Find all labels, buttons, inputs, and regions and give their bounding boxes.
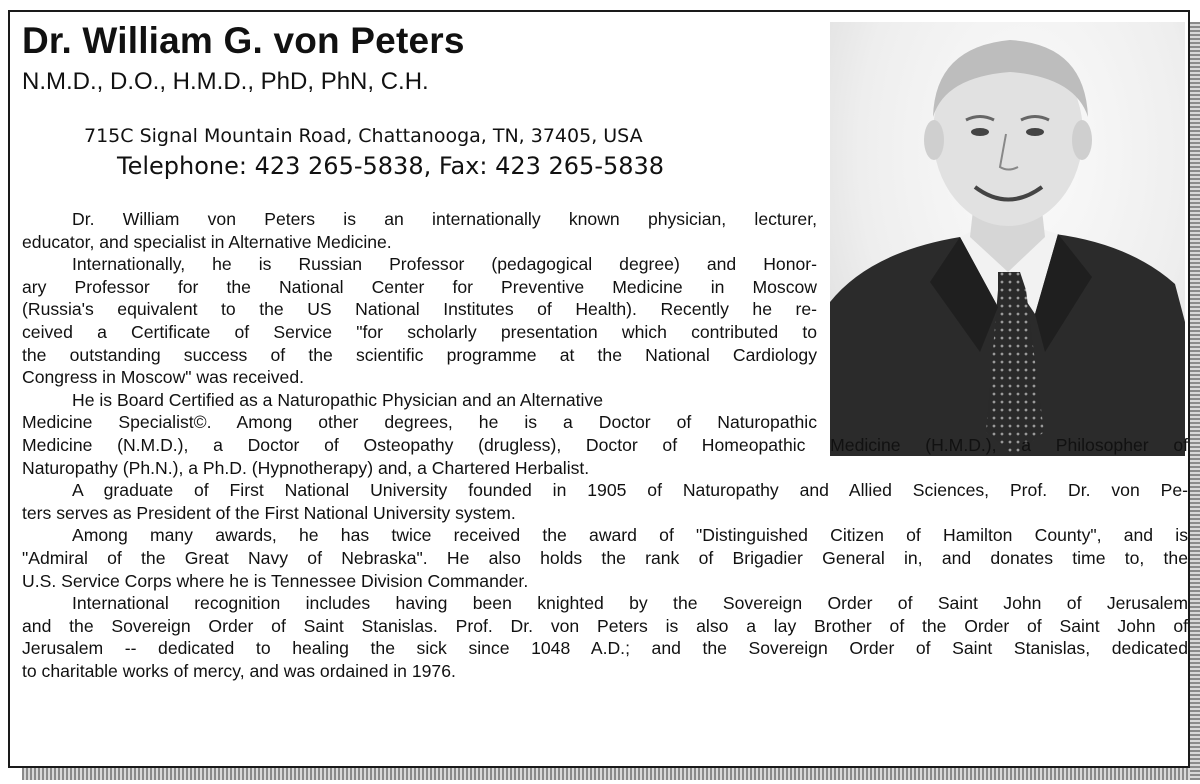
biography-text [22, 208, 1188, 682]
bio-paragraph [22, 389, 1188, 479]
bio-line: Medicine (N.M.D.), a Doctor of Osteopathy (drugless), Doctor of Homeopathic Medicine (H.M.D.), a Philosopher of [22, 434, 1188, 455]
bio-line: ceived a Certificate of Service "for scholarly presentation which contributed to [22, 321, 817, 342]
bio-paragraph [22, 479, 1188, 524]
bio-line: U.S. Service Corps where he is Tennessee Division Commander. [22, 570, 529, 591]
bio-line: Among many awards, he has twice received the award of "Distinguished Citizen of Hamilton County", and is [72, 525, 1188, 546]
bio-line: (Russia's equivalent to the US National Institutes of Health). Recently he re- [22, 299, 817, 320]
credentials: N.M.D., D.O., H.M.D., PhD, PhN, C.H. [22, 68, 429, 95]
telephone-fax: Telephone: 423 265-5838, Fax: 423 265-5838 [117, 152, 665, 180]
bio-line: ary Professor for the National Center for Preventive Medicine in Moscow [22, 276, 817, 297]
bio-line: He is Board Certified as a Naturopathic Physician and an Alternative [72, 389, 604, 410]
bio-line: ters serves as President of the First National University system. [22, 502, 516, 523]
bio-paragraph [22, 208, 1188, 253]
bio-paragraph [22, 524, 1188, 592]
bio-line: and the Sovereign Order of Saint Stanislas. Prof. Dr. von Peters is also a lay Brother of the Order of Saint John of [22, 615, 1188, 636]
bio-line: to charitable works of mercy, and was ordained in 1976. [22, 660, 456, 681]
bio-paragraph [22, 253, 1188, 389]
bio-line: "Admiral of the Great Navy of Nebraska". He also holds the rank of Brigadier General in, and donates time to, the [22, 547, 1188, 568]
bio-line: Internationally, he is Russian Professor (pedagogical degree) and Honor- [72, 254, 817, 275]
bio-line: Dr. William von Peters is an internationally known physician, lecturer, [72, 209, 817, 229]
frame-shadow-right [1190, 22, 1200, 780]
bio-line: Jerusalem -- dedicated to healing the sick since 1048 A.D.; and the Sovereign Order of Saint Stanislas, dedicated [22, 638, 1188, 659]
bio-paragraph [22, 592, 1188, 682]
bio-line: International recognition includes having been knighted by the Sovereign Order of Saint John of Jerusalem [72, 593, 1188, 614]
address: 715C Signal Mountain Road, Chattanooga, TN, 37405, USA [84, 125, 643, 147]
bio-line: A graduate of First National University founded in 1905 of Naturopathy and Allied Sciences, Prof. Dr. von Pe- [72, 480, 1188, 501]
bio-line: educator, and specialist in Alternative Medicine. [22, 231, 392, 252]
bio-line: the outstanding success of the scientific programme at the National Cardiology [22, 344, 817, 365]
doctor-name: Dr. William G. von Peters [22, 20, 465, 61]
bio-line: Naturopathy (Ph.N.), a Ph.D. (Hypnotherapy) and, a Chartered Herbalist. [22, 457, 590, 478]
frame-shadow-bottom [22, 768, 1200, 780]
bio-line: Medicine Specialist©. Among other degrees, he is a Doctor of Naturopathic [22, 412, 817, 433]
bio-line: Congress in Moscow" was received. [22, 367, 304, 388]
